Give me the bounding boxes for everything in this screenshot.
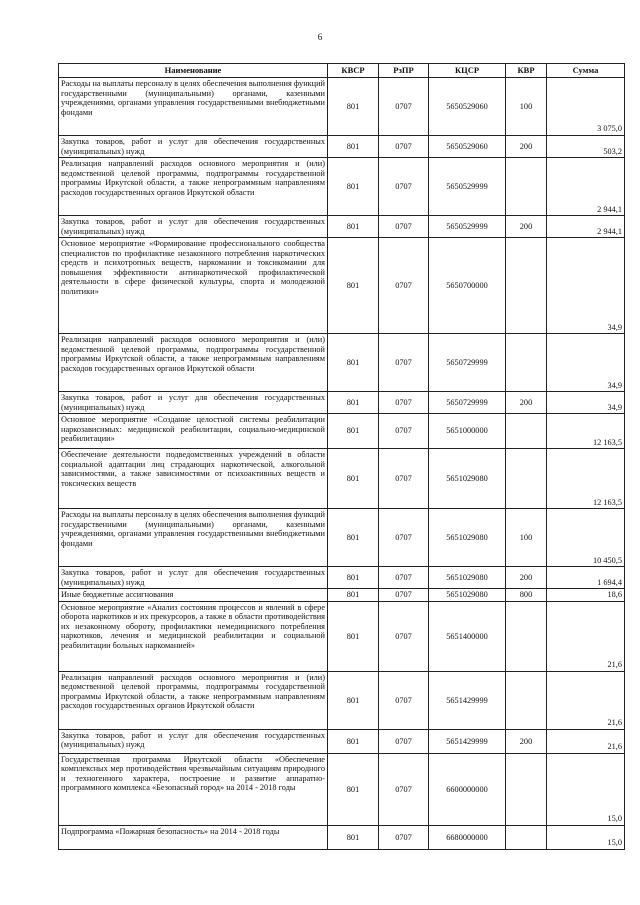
row-sum: 15,0 [547, 825, 625, 849]
table-row [59, 334, 625, 392]
row-kvr [506, 449, 547, 509]
page-number: 6 [317, 32, 323, 42]
row-rzpr: 0707 [379, 238, 429, 334]
row-kvsr: 801 [328, 601, 379, 671]
row-rzpr: 0707 [379, 334, 429, 392]
row-kcsr: 6680000000 [429, 825, 506, 849]
row-kvr [506, 334, 547, 392]
row-name: Обеспечение деятельности подведомственных учреждений в области социальной адаптации лиц страдающих наркотической, алкогольной зависимостями, а также зависимостями от психоактивных веществ и токсических веществ [59, 449, 328, 509]
row-kvr: 800 [506, 589, 547, 602]
table-row [59, 825, 625, 849]
row-name: Закупка товаров, работ и услуг для обеспечения государственных (муниципальных) нужд [59, 567, 328, 589]
row-name: Закупка товаров, работ и услуг для обеспечения государственных (муниципальных) нужд [59, 729, 328, 753]
row-rzpr: 0707 [379, 216, 429, 238]
row-kcsr: 5651029080 [429, 567, 506, 589]
row-rzpr: 0707 [379, 392, 429, 414]
table-row [59, 392, 625, 414]
row-rzpr: 0707 [379, 509, 429, 567]
row-kvr: 200 [506, 136, 547, 158]
table-row [59, 509, 625, 567]
row-sum: 21,6 [547, 601, 625, 671]
row-name: Закупка товаров, работ и услуг для обеспечения государственных (муниципальных) нужд [59, 136, 328, 158]
row-kcsr: 6600000000 [429, 753, 506, 825]
row-rzpr: 0707 [379, 136, 429, 158]
row-sum: 10 450,5 [547, 509, 625, 567]
row-name: Основное мероприятие «Формирование профессионального сообщества специалистов по профилактике незаконного потребления наркотических средств и психотропных веществ, наркомании и токсикомании для повышения эффективности антинаркотической профилактической деятельности в сфере физической культуры, спорта и молодежной политики» [59, 238, 328, 334]
row-sum: 34,9 [547, 238, 625, 334]
row-kvsr: 801 [328, 216, 379, 238]
row-kvsr: 801 [328, 729, 379, 753]
row-kvr [506, 158, 547, 216]
row-kvsr: 801 [328, 449, 379, 509]
row-name: Реализация направлений расходов основного мероприятия и (или) ведомственной целевой программы, подпрограммы государственной программы Иркутской области, а также непрограммным направлениям расходов государственных органов Иркутской области [59, 334, 328, 392]
row-rzpr: 0707 [379, 601, 429, 671]
row-kvsr: 801 [328, 509, 379, 567]
table-row [59, 449, 625, 509]
row-name: Государственная программа Иркутской области «Обеспечение комплексных мер противодействия чрезвычайным ситуациям природного и техногенного характера, построение и развитие аппаратно-программного комплекса «Безопасный город» на 2014 - 2018 годы [59, 753, 328, 825]
row-kcsr: 5651429999 [429, 729, 506, 753]
row-name: Реализация направлений расходов основного мероприятия и (или) ведомственной целевой программы, подпрограммы государственной программы Иркутской области, а также непрограммным направлениям расходов государственных органов Иркутской области [59, 671, 328, 729]
table-row [59, 729, 625, 753]
table-row [59, 671, 625, 729]
row-kvsr: 801 [328, 158, 379, 216]
header-rzpr: РзПР [379, 64, 429, 78]
row-sum: 18,6 [547, 589, 625, 602]
row-kcsr: 5650700000 [429, 238, 506, 334]
table-row [59, 216, 625, 238]
row-kvsr: 801 [328, 825, 379, 849]
row-rzpr: 0707 [379, 158, 429, 216]
row-name: Иные бюджетные ассигнования [59, 589, 328, 602]
row-kvr [506, 671, 547, 729]
row-kvr: 200 [506, 729, 547, 753]
row-sum: 3 075,0 [547, 78, 625, 136]
row-kvsr: 801 [328, 392, 379, 414]
row-rzpr: 0707 [379, 414, 429, 449]
table-row [59, 753, 625, 825]
row-sum: 34,9 [547, 334, 625, 392]
row-kvr [506, 601, 547, 671]
row-rzpr: 0707 [379, 729, 429, 753]
row-kvsr: 801 [328, 753, 379, 825]
row-sum: 2 944,1 [547, 158, 625, 216]
row-name: Расходы на выплаты персоналу в целях обеспечения выполнения функций государственными (муниципальными) органами, казенными учреждениями, органами управления государственными внебюджетными фондами [59, 78, 328, 136]
row-sum: 1 694,4 [547, 567, 625, 589]
row-sum: 12 163,5 [547, 414, 625, 449]
row-kcsr: 5651000000 [429, 414, 506, 449]
row-kcsr: 5650729999 [429, 392, 506, 414]
row-kvsr: 801 [328, 334, 379, 392]
row-kcsr: 5650529999 [429, 216, 506, 238]
row-kvsr: 801 [328, 671, 379, 729]
row-kvsr: 801 [328, 567, 379, 589]
row-rzpr: 0707 [379, 449, 429, 509]
table-row [59, 136, 625, 158]
row-kvsr: 801 [328, 78, 379, 136]
table-row [59, 601, 625, 671]
row-rzpr: 0707 [379, 78, 429, 136]
row-sum: 15,0 [547, 753, 625, 825]
row-kvr: 200 [506, 567, 547, 589]
row-name: Расходы на выплаты персоналу в целях обеспечения выполнения функций государственными (муниципальными) органами, казенными учреждениями, органами управления государственными внебюджетными фондами [59, 509, 328, 567]
header-name: Наименование [59, 64, 328, 78]
row-kvr: 100 [506, 509, 547, 567]
row-kvr [506, 414, 547, 449]
header-kvsr: КВСР [328, 64, 379, 78]
row-kcsr: 5650529060 [429, 78, 506, 136]
table-row [59, 158, 625, 216]
row-name: Основное мероприятие «Создание целостной системы реабилитации наркозависимых: медицинской реабилитации, социально-медицинской реабилитации» [59, 414, 328, 449]
row-sum: 503,2 [547, 136, 625, 158]
row-kvsr: 801 [328, 238, 379, 334]
row-kvr: 100 [506, 78, 547, 136]
row-kvr [506, 238, 547, 334]
row-kvr [506, 825, 547, 849]
table-row [59, 78, 625, 136]
table-row [59, 414, 625, 449]
row-name: Закупка товаров, работ и услуг для обеспечения государственных (муниципальных) нужд [59, 216, 328, 238]
row-name: Подпрограмма «Пожарная безопасность» на 2014 - 2018 годы [59, 825, 328, 849]
row-kcsr: 5651429999 [429, 671, 506, 729]
row-name: Закупка товаров, работ и услуг для обеспечения государственных (муниципальных) нужд [59, 392, 328, 414]
table-row [59, 238, 625, 334]
row-kvsr: 801 [328, 414, 379, 449]
table-header-row [59, 64, 625, 78]
row-sum: 34,9 [547, 392, 625, 414]
table-row [59, 589, 625, 602]
row-sum: 2 944,1 [547, 216, 625, 238]
row-kcsr: 5651029080 [429, 449, 506, 509]
row-rzpr: 0707 [379, 825, 429, 849]
row-kcsr: 5650529060 [429, 136, 506, 158]
row-kvsr: 801 [328, 136, 379, 158]
row-kcsr: 5650529999 [429, 158, 506, 216]
row-kvsr: 801 [328, 589, 379, 602]
row-kcsr: 5650729999 [429, 334, 506, 392]
row-kvr: 200 [506, 216, 547, 238]
row-kcsr: 5651029080 [429, 589, 506, 602]
table-row [59, 567, 625, 589]
row-name: Реализация направлений расходов основного мероприятия и (или) ведомственной целевой программы, подпрограммы государственной программы Иркутской области, а также непрограммным направлениям расходов государственных органов Иркутской области [59, 158, 328, 216]
row-name: Основное мероприятие «Анализ состояния процессов и явлений в сфере оборота наркотиков и их прекурсоров, а также в области противодействия их незаконному обороту, профилактики немедицинского потребления наркотиков, лечения и медицинской реабилитации и социальной реабилитации больных наркоманией» [59, 601, 328, 671]
header-kvr: КВР [506, 64, 547, 78]
row-kvr [506, 753, 547, 825]
row-rzpr: 0707 [379, 671, 429, 729]
row-rzpr: 0707 [379, 589, 429, 602]
row-rzpr: 0707 [379, 753, 429, 825]
row-kvr: 200 [506, 392, 547, 414]
row-rzpr: 0707 [379, 567, 429, 589]
row-kcsr: 5651029080 [429, 509, 506, 567]
row-kcsr: 5651400000 [429, 601, 506, 671]
budget-table [58, 63, 625, 850]
header-sum: Сумма [547, 64, 625, 78]
header-kcsr: КЦСР [429, 64, 506, 78]
row-sum: 21,6 [547, 671, 625, 729]
row-sum: 21,6 [547, 729, 625, 753]
row-sum: 12 163,5 [547, 449, 625, 509]
